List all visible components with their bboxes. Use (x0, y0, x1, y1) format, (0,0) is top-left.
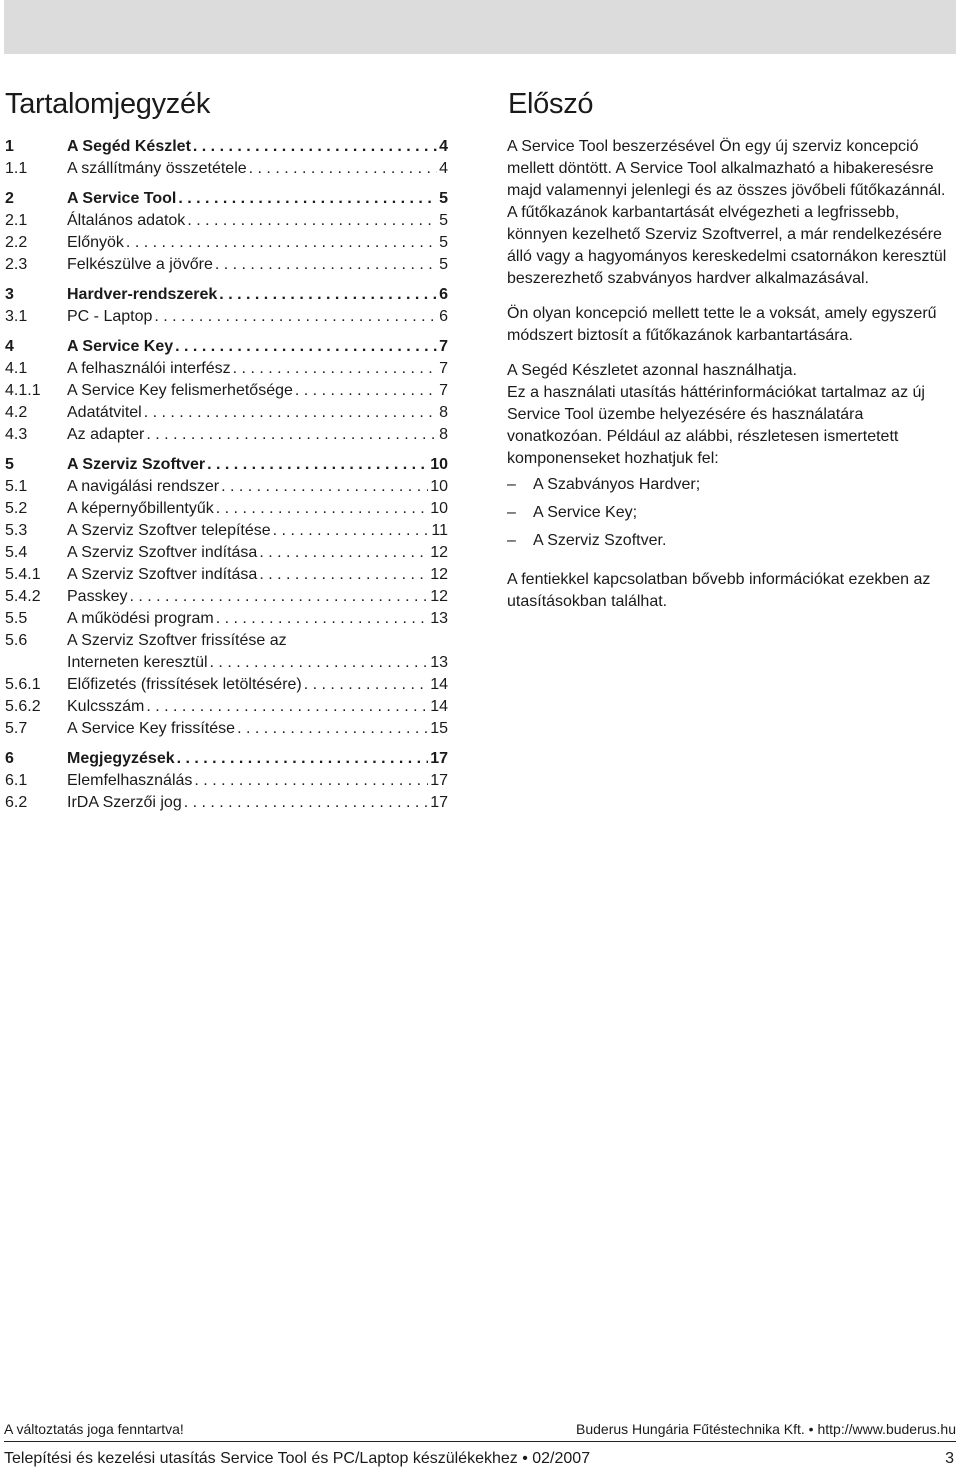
toc-dot-leader (187, 210, 437, 232)
toc-dot-leader (175, 336, 437, 358)
toc-entry-number: 2.2 (5, 234, 28, 251)
toc-dot-leader (295, 380, 437, 402)
toc-entry-number: 5.4 (5, 544, 28, 561)
toc-entry-page: 5 (439, 256, 448, 273)
list-item (507, 530, 952, 558)
toc-entry-page: 5 (439, 212, 448, 229)
preface-paragraph: Ön olyan koncepció mellett tette le a voksát, amely egyszerű módszert biztosít a fűtőkazánok karbantartására. (507, 305, 937, 344)
toc-entry (5, 424, 448, 446)
toc-entry (5, 630, 448, 652)
toc-entry-page: 8 (439, 404, 448, 421)
toc-entry-number: 5.6 (5, 632, 28, 649)
toc-entry (5, 188, 448, 210)
footer-disclaimer: A változtatás joga fenntartva! (4, 1421, 184, 1437)
toc-entry-title: A szállítmány összetétele (67, 160, 247, 177)
toc-entry-title: A Szerviz Szoftver indítása (67, 566, 258, 583)
toc-entry-title: A képernyőbillentyűk (67, 500, 214, 517)
list-item-text: A Service Key; (533, 504, 638, 521)
toc-dot-leader (144, 402, 437, 424)
toc-entry-number: 1 (5, 138, 14, 155)
toc-entry (5, 476, 448, 498)
toc-dot-leader (210, 652, 429, 674)
toc-dot-leader (259, 542, 428, 564)
toc-entry-title: A navigálási rendszer (67, 478, 220, 495)
toc-entry-number: 5.2 (5, 500, 28, 517)
toc-entry-title: A Service Tool (67, 190, 177, 207)
toc-entry-title: IrDA Szerzői jog (67, 794, 182, 811)
toc-entry-number: 2.3 (5, 256, 28, 273)
toc-dot-leader (177, 748, 429, 770)
toc-entry-title: A Szerviz Szoftver (67, 456, 206, 473)
footer-document-title: Telepítési és kezelési utasítás Service Tool és PC/Laptop készülékekhez • 02/2007 (4, 1450, 591, 1467)
toc-entry-number: 2 (5, 190, 14, 207)
footer-divider (4, 1441, 956, 1442)
toc-entry-title: A felhasználói interfész (67, 360, 231, 377)
toc-entry (5, 254, 448, 276)
toc-dot-leader (273, 520, 430, 542)
toc-entry-page: 17 (430, 750, 448, 767)
footer-company: Buderus Hungária Fűtéstechnika Kft. • http://www.buderus.hu (576, 1421, 956, 1437)
toc-entry-page: 14 (430, 698, 448, 715)
toc-entry-page: 11 (431, 522, 448, 539)
toc-dot-leader (249, 158, 437, 180)
toc-title: Tartalomjegyzék (5, 88, 211, 120)
preface-paragraph: A fentiekkel kapcsolatban bővebb információkat ezekben az utasításokban találhat. (507, 571, 931, 610)
toc-entry (5, 792, 448, 814)
list-item (507, 474, 952, 502)
toc-entry-number: 4.1 (5, 360, 28, 377)
toc-entry-title: A működési program (67, 610, 214, 627)
toc-entry-number: 5.7 (5, 720, 28, 737)
toc-entry-number: 5.6.2 (5, 698, 41, 715)
toc-entry (5, 696, 448, 718)
toc-entry-page: 10 (430, 478, 448, 495)
toc-entry-number: 3 (5, 286, 14, 303)
toc-entry-page: 10 (430, 500, 448, 517)
toc-dot-leader (216, 608, 428, 630)
toc-entry-page: 14 (430, 676, 448, 693)
toc-entry-number: 5 (5, 456, 14, 473)
toc-entry-number: 5.4.1 (5, 566, 41, 583)
toc-entry-page: 7 (439, 382, 448, 399)
toc-entry (5, 358, 448, 380)
toc-entry-page: 4 (439, 138, 448, 155)
toc-entry-page: 13 (430, 610, 448, 627)
toc-dot-leader (221, 476, 428, 498)
toc-dot-leader (216, 498, 428, 520)
table-of-contents (5, 136, 448, 814)
toc-entry-page: 7 (439, 338, 448, 355)
toc-entry-number: 1.1 (5, 160, 28, 177)
toc-entry-title: Előnyök (67, 234, 124, 251)
toc-entry-number: 5.4.2 (5, 588, 41, 605)
toc-entry-number: 5.5 (5, 610, 28, 627)
dash-bullet: – (507, 476, 516, 493)
toc-entry-title: PC - Laptop (67, 308, 153, 325)
toc-entry-title: Elemfelhasználás (67, 772, 193, 789)
toc-entry (5, 608, 448, 630)
toc-entry-number: 5.6.1 (5, 676, 41, 693)
toc-dot-leader (219, 284, 437, 306)
toc-entry-page: 5 (439, 234, 448, 251)
toc-dot-leader (154, 306, 437, 328)
list-item-text: A Szabványos Hardver; (533, 476, 701, 493)
toc-entry-number: 3.1 (5, 308, 28, 325)
list-item-text: A Szerviz Szoftver. (533, 532, 667, 549)
toc-entry (5, 306, 448, 328)
preface-paragraph: Ez a használati utasítás háttérinformációkat tartalmaz az új Service Tool üzembe helyezésére és használatára vonatkozóan. Például az alábbi, részletesen ismertetett komponenseket hozhatjuk fel: (507, 384, 925, 467)
toc-entry (5, 718, 448, 740)
toc-entry (5, 454, 448, 476)
toc-entry-title-cont: Interneten keresztül (67, 654, 208, 671)
toc-entry-title: A Szerviz Szoftver frissítése az (67, 632, 287, 649)
preface-paragraph: A Segéd Készletet azonnal használhatja. (507, 362, 797, 379)
toc-dot-leader (194, 770, 428, 792)
toc-entry-title: Felkészülve a jövőre (67, 256, 213, 273)
toc-entry-number: 5.1 (5, 478, 28, 495)
toc-entry-page: 5 (439, 190, 448, 207)
toc-entry-page: 15 (430, 720, 448, 737)
toc-entry (5, 336, 448, 358)
toc-entry (5, 674, 448, 696)
toc-entry-page: 17 (430, 794, 448, 811)
header-bar (4, 0, 956, 54)
toc-entry-title: Hardver-rendszerek (67, 286, 218, 303)
toc-entry-title: Adatátvitel (67, 404, 142, 421)
toc-entry-title: Megjegyzések (67, 750, 175, 767)
toc-entry (5, 210, 448, 232)
toc-entry-title: A Service Key felismerhetősége (67, 382, 293, 399)
toc-dot-leader (126, 232, 437, 254)
toc-entry-title: Passkey (67, 588, 128, 605)
toc-entry-number: 4 (5, 338, 14, 355)
toc-entry-continuation (5, 652, 448, 674)
toc-entry (5, 520, 448, 542)
toc-entry-title: A Szerviz Szoftver telepítése (67, 522, 271, 539)
toc-entry-page: 4 (439, 160, 448, 177)
toc-entry (5, 284, 448, 306)
dash-bullet: – (507, 504, 516, 521)
toc-entry (5, 586, 448, 608)
toc-dot-leader (193, 136, 437, 158)
toc-entry-page: 12 (430, 588, 448, 605)
toc-entry (5, 770, 448, 792)
toc-entry-number: 4.2 (5, 404, 28, 421)
toc-entry-page: 17 (430, 772, 448, 789)
toc-entry (5, 542, 448, 564)
preface-paragraph: A fűtőkazánok karbantartását elvégezheti a legfrissebb, könnyen kezelhető Szerviz Szoftverrel, a már rendelkezésére álló vagy a hagyományos kereskedelmi csatornákon keresztül beszerezhető szabványos hardver alkalmazásával. (507, 204, 947, 287)
toc-entry (5, 564, 448, 586)
toc-entry-title: A Szerviz Szoftver indítása (67, 544, 258, 561)
toc-dot-leader (178, 188, 437, 210)
toc-entry-page: 10 (430, 456, 448, 473)
toc-dot-leader (184, 792, 428, 814)
preface-body (507, 136, 952, 626)
toc-entry-title: A Service Key frissítése (67, 720, 236, 737)
page-number: 3 (945, 1450, 954, 1467)
toc-entry-page: 8 (439, 426, 448, 443)
toc-entry (5, 402, 448, 424)
toc-entry (5, 232, 448, 254)
toc-dot-leader (207, 454, 428, 476)
list-item (507, 502, 952, 530)
toc-dot-leader (237, 718, 428, 740)
toc-entry-number: 6.1 (5, 772, 28, 789)
toc-entry (5, 748, 448, 770)
toc-entry-page: 12 (430, 566, 448, 583)
toc-dot-leader (304, 674, 428, 696)
toc-dot-leader (215, 254, 437, 276)
toc-entry-number: 6.2 (5, 794, 28, 811)
toc-entry-page: 6 (439, 286, 448, 303)
toc-entry-title: Kulcsszám (67, 698, 145, 715)
toc-entry-title: Általános adatok (67, 212, 186, 229)
toc-entry-number: 5.3 (5, 522, 28, 539)
toc-entry-number: 4.3 (5, 426, 28, 443)
toc-entry-number: 4.1.1 (5, 382, 41, 399)
preface-paragraph: A Service Tool beszerzésével Ön egy új szerviz koncepció mellett döntött. A Service Tool alkalmazható a hibakeresésre majd valamennyi jelenlegi és az összes jövőbeli fűtőkazánnál. (507, 138, 946, 199)
dash-bullet: – (507, 532, 516, 549)
toc-entry-title: Előfizetés (frissítések letöltésére) (67, 676, 302, 693)
toc-entry-page: 12 (430, 544, 448, 561)
preface-title: Előszó (508, 88, 594, 120)
toc-entry-number: 2.1 (5, 212, 28, 229)
toc-dot-leader (233, 358, 437, 380)
toc-entry-title: Az adapter (67, 426, 145, 443)
toc-entry-title: A Segéd Készlet (67, 138, 191, 155)
toc-entry (5, 158, 448, 180)
toc-entry-title: A Service Key (67, 338, 174, 355)
toc-entry (5, 380, 448, 402)
toc-dot-leader (146, 696, 428, 718)
toc-entry (5, 136, 448, 158)
component-list (507, 474, 952, 558)
toc-entry-page: 7 (439, 360, 448, 377)
toc-entry-page: 6 (439, 308, 448, 325)
toc-dot-leader (259, 564, 428, 586)
toc-entry (5, 498, 448, 520)
toc-dot-leader (146, 424, 437, 446)
toc-entry-number: 6 (5, 750, 14, 767)
toc-dot-leader (129, 586, 428, 608)
toc-entry-page: 13 (430, 654, 448, 671)
